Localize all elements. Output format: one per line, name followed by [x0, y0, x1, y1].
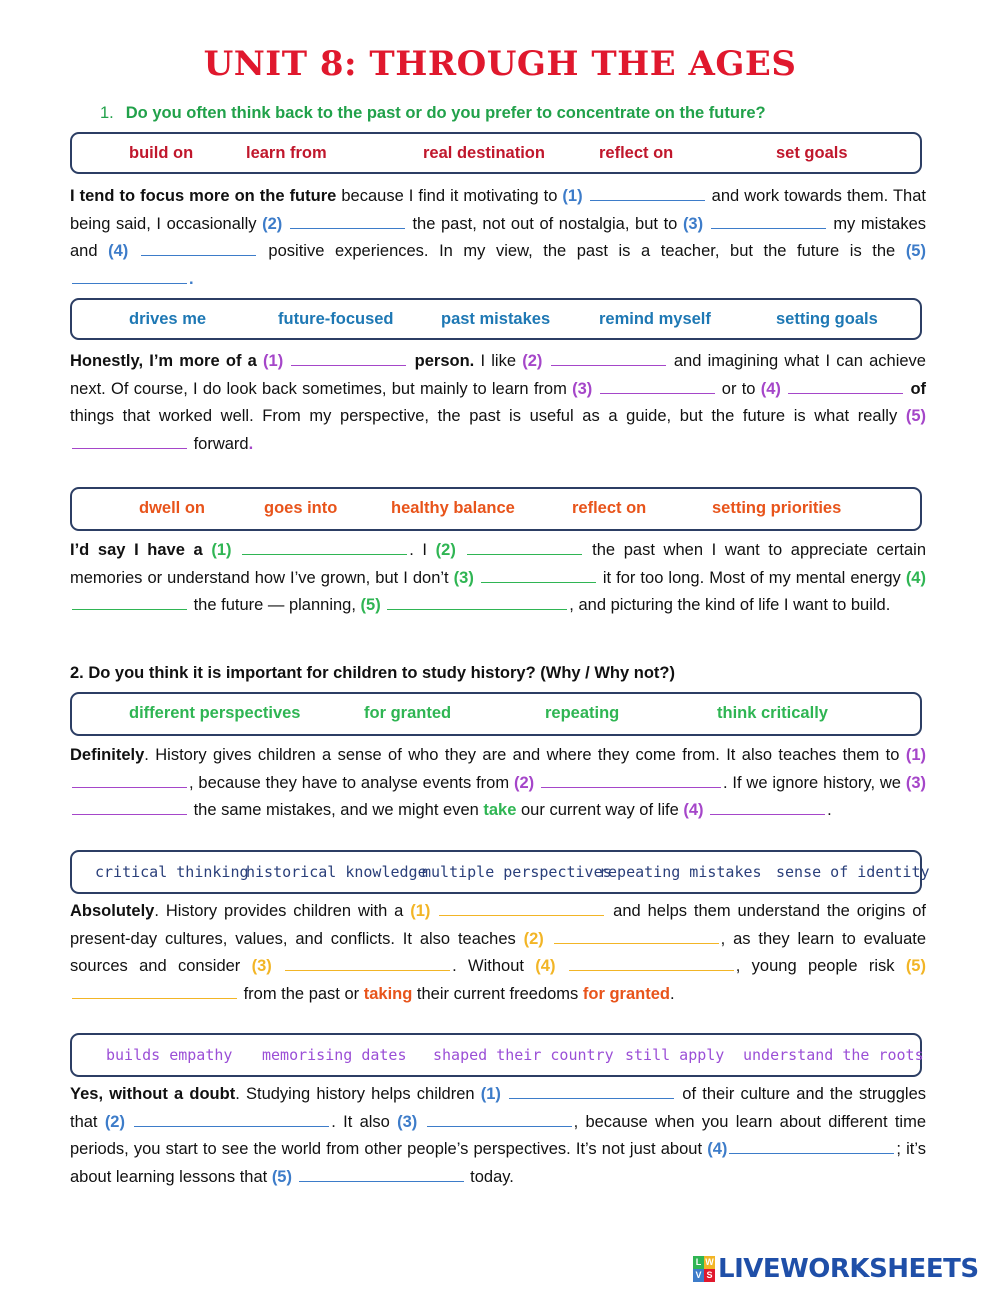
text: . — [189, 270, 194, 289]
word-bank-item[interactable]: reflect on — [572, 499, 647, 517]
word-bank-item[interactable]: build on — [129, 144, 194, 162]
text: , young people risk — [735, 957, 906, 976]
answer-blank[interactable] — [72, 985, 237, 999]
blank-number: (3) — [397, 1112, 418, 1131]
text: . I — [409, 541, 436, 559]
text: , and picturing the kind of life I want to build. — [569, 596, 891, 615]
paragraph-lead: person. — [408, 352, 475, 370]
answer-blank[interactable] — [291, 352, 406, 366]
word-bank-item[interactable]: drives me — [129, 310, 207, 328]
text: , because they have to analyse events from — [189, 773, 514, 792]
word-bank-item[interactable]: multiple perspectives — [422, 863, 612, 881]
text: because I find it motivating to — [336, 187, 563, 205]
logo-mark-letter: W — [705, 1257, 714, 1267]
paragraph-3 — [70, 537, 926, 620]
text: . History gives children a sense of who they are and where they come from. It also teaches them to — [144, 746, 906, 764]
blank-number: (4) — [760, 379, 781, 398]
paragraph-lead: I’d say I have a — [70, 541, 212, 559]
logo-mark-letter: L — [693, 1256, 704, 1269]
word-bank-item[interactable]: real destination — [423, 144, 545, 162]
question-2: 2. Do you think it is important for children to study history? (Why / Why not?) — [70, 664, 675, 682]
text: the past, not out of nostalgia, but to — [406, 214, 683, 233]
question-1-text: Do you often think back to the past or do you prefer to concentrate on the future? — [125, 104, 766, 122]
word-bank-4 — [70, 692, 922, 736]
logo-text: LIVEWORKSHEETS — [718, 1254, 979, 1284]
blank-number: (1) — [480, 1085, 501, 1103]
answer-blank[interactable] — [788, 380, 903, 394]
text: or to — [716, 379, 761, 398]
word-bank-item[interactable]: historical knowledge — [246, 863, 427, 881]
answer-blank[interactable] — [290, 215, 405, 229]
text: . Without — [452, 957, 536, 976]
word-bank-item[interactable]: builds empathy — [106, 1046, 233, 1064]
blank-number: (2) — [523, 929, 544, 948]
paragraph-4 — [70, 742, 926, 825]
blank-number: (3) — [905, 773, 926, 792]
answer-blank[interactable] — [72, 435, 187, 449]
blank-number: (4) — [108, 242, 129, 261]
text: and helps them understand the origins of present-day cultures, values, and conflicts. It also teaches — [70, 902, 926, 948]
text: my mistakes and — [70, 214, 927, 261]
word-bank-item[interactable]: learn from — [246, 144, 327, 162]
word-bank-item[interactable]: sense of identity — [776, 863, 930, 881]
blank-number: (2) — [262, 214, 283, 233]
text: positive experiences. In my view, the past is a teacher, but the future is the — [257, 242, 906, 261]
text: their current freedoms — [412, 985, 583, 1004]
blank-number: (4) — [707, 1140, 728, 1159]
blank-number: (1) — [562, 187, 583, 205]
answer-blank[interactable] — [554, 930, 719, 944]
text: today. — [465, 1168, 514, 1187]
blank-number: (3) — [682, 214, 704, 233]
blank-number: (1) — [211, 541, 232, 559]
word-bank-2 — [70, 298, 922, 340]
paragraph-2 — [70, 348, 926, 459]
blank-number: (2) — [522, 352, 543, 370]
text: and imagining what I can achieve next. Of course, I do look back sometimes, but mainly to learn from — [70, 352, 926, 398]
blank-number: (5) — [905, 957, 926, 976]
word-bank-item[interactable]: different perspectives — [129, 704, 301, 722]
answer-blank[interactable] — [541, 774, 721, 788]
word-bank-item[interactable]: setting priorities — [712, 499, 842, 517]
word-bank-item[interactable]: reflect on — [599, 144, 674, 162]
answer-blank[interactable] — [590, 187, 705, 201]
word-bank-item[interactable]: for granted — [364, 704, 452, 722]
text: the same mistakes, and we might even — [189, 801, 484, 820]
word-bank-item[interactable]: think critically — [717, 704, 828, 722]
text: . — [669, 985, 675, 1004]
word-bank-3 — [70, 487, 922, 531]
answer-blank[interactable] — [729, 1140, 894, 1154]
blank-number: (4) — [535, 957, 556, 976]
answer-blank[interactable] — [242, 541, 407, 555]
blank-number: (1) — [410, 902, 431, 920]
answer-blank[interactable] — [72, 270, 187, 284]
paragraph-lead: Yes, without a doubt — [70, 1085, 236, 1103]
word-bank-item[interactable]: shaped their country — [433, 1046, 614, 1064]
answer-blank[interactable] — [387, 596, 567, 610]
logo-mark-letter: S — [704, 1269, 715, 1282]
answer-blank[interactable] — [134, 1113, 329, 1127]
blank-number: (4) — [905, 568, 926, 587]
word-bank-item[interactable]: future-focused — [278, 310, 394, 328]
blank-number: (5) — [905, 407, 926, 426]
blank-number: (5) — [271, 1168, 292, 1187]
paragraph-lead: Honestly, I’m more of a — [70, 352, 264, 370]
text: our current way of life — [516, 801, 684, 820]
text: of — [910, 379, 927, 398]
word-bank-1 — [70, 132, 922, 174]
word-bank-6 — [70, 1033, 922, 1077]
text: it for too long. Most of my mental energy — [597, 568, 906, 587]
highlight-text: take — [483, 801, 517, 820]
answer-blank[interactable] — [481, 569, 596, 583]
text: . History provides children with a — [154, 902, 411, 920]
answer-blank[interactable] — [299, 1168, 464, 1182]
answer-blank[interactable] — [711, 215, 826, 229]
word-bank-item[interactable]: remind myself — [599, 310, 711, 328]
answer-blank[interactable] — [600, 380, 715, 394]
word-bank-item[interactable]: memorising dates — [262, 1046, 407, 1064]
text: . — [248, 435, 254, 454]
logo-mark-icon — [693, 1256, 715, 1282]
word-bank-5 — [70, 850, 930, 894]
highlight-text: for granted — [582, 985, 670, 1004]
word-bank-item[interactable]: healthy balance — [391, 499, 515, 517]
answer-blank[interactable] — [439, 902, 604, 916]
liveworksheets-logo — [693, 1254, 979, 1284]
blank-number: (1) — [905, 746, 926, 764]
text: . — [827, 801, 832, 820]
text: , because when you learn about different time periods, you start to see the world from other people’s perspectives. It’s not just about — [70, 1112, 927, 1159]
word-bank-item[interactable]: repeating — [545, 704, 620, 722]
answer-blank[interactable] — [285, 957, 450, 971]
word-bank-item[interactable]: dwell on — [139, 499, 205, 517]
blank-number: (2) — [513, 773, 535, 792]
text: of their culture and the struggles that — [70, 1085, 926, 1131]
text: the past when I want to appreciate certain memories or understand how I’ve grown, but I don’t — [70, 541, 926, 587]
answer-blank[interactable] — [467, 541, 582, 555]
text: I like — [474, 352, 523, 370]
answer-blank[interactable] — [72, 596, 187, 610]
text: . If we ignore history, we — [722, 773, 906, 792]
text: , as they learn to evaluate sources and consider — [70, 929, 927, 976]
paragraph-lead: Definitely — [70, 746, 145, 764]
page-title: UNIT 8: THROUGH THE AGES — [203, 44, 797, 84]
blank-number: (1) — [263, 352, 284, 370]
text: from the past or — [239, 985, 364, 1004]
highlight-text: taking — [363, 985, 413, 1004]
blank-number: (5) — [360, 596, 381, 615]
answer-blank[interactable] — [551, 352, 666, 366]
text: . It also — [331, 1112, 398, 1131]
word-bank-item[interactable]: set goals — [776, 144, 848, 162]
answer-blank[interactable] — [141, 242, 256, 256]
paragraph-1 — [70, 183, 926, 294]
paragraph-lead: Absolutely — [70, 902, 155, 920]
text: things that worked well. From my perspective, the past is useful as a guide, but the future is what really — [70, 407, 906, 426]
question-1 — [100, 104, 766, 123]
paragraph-6 — [70, 1081, 926, 1192]
blank-number: (4) — [683, 801, 704, 820]
answer-blank[interactable] — [72, 774, 187, 788]
answer-blank[interactable] — [509, 1085, 674, 1099]
blank-number: (2) — [104, 1112, 125, 1131]
text: and work towards them. That being said, I occasionally — [70, 187, 926, 233]
word-bank-item[interactable]: setting goals — [776, 310, 878, 328]
logo-mark-letter: V — [693, 1269, 704, 1282]
word-bank-item[interactable]: still apply — [625, 1046, 725, 1064]
answer-blank[interactable] — [72, 801, 187, 815]
text: . Studying history helps children — [235, 1085, 481, 1103]
blank-number: (3) — [572, 379, 593, 398]
blank-number: (2) — [435, 541, 456, 559]
text: ; it’s about learning lessons that — [70, 1140, 926, 1187]
paragraph-5 — [70, 898, 926, 1009]
word-bank-item[interactable]: goes into — [264, 499, 338, 517]
text: forward — [189, 435, 249, 454]
answer-blank[interactable] — [569, 957, 734, 971]
blank-number: (3) — [251, 957, 272, 976]
blank-number: (5) — [905, 242, 926, 261]
word-bank-item[interactable]: repeating mistakes — [599, 863, 762, 881]
word-bank-item[interactable]: understand the roots — [743, 1046, 924, 1064]
answer-blank[interactable] — [710, 801, 825, 815]
text: the future — planning, — [189, 596, 361, 615]
blank-number: (3) — [453, 568, 474, 587]
answer-blank[interactable] — [427, 1113, 572, 1127]
word-bank-item[interactable]: past mistakes — [441, 310, 551, 328]
paragraph-lead: I tend to focus more on the future — [70, 187, 337, 205]
word-bank-item[interactable]: critical thinking — [95, 863, 249, 881]
question-1-number: 1. — [100, 104, 114, 122]
